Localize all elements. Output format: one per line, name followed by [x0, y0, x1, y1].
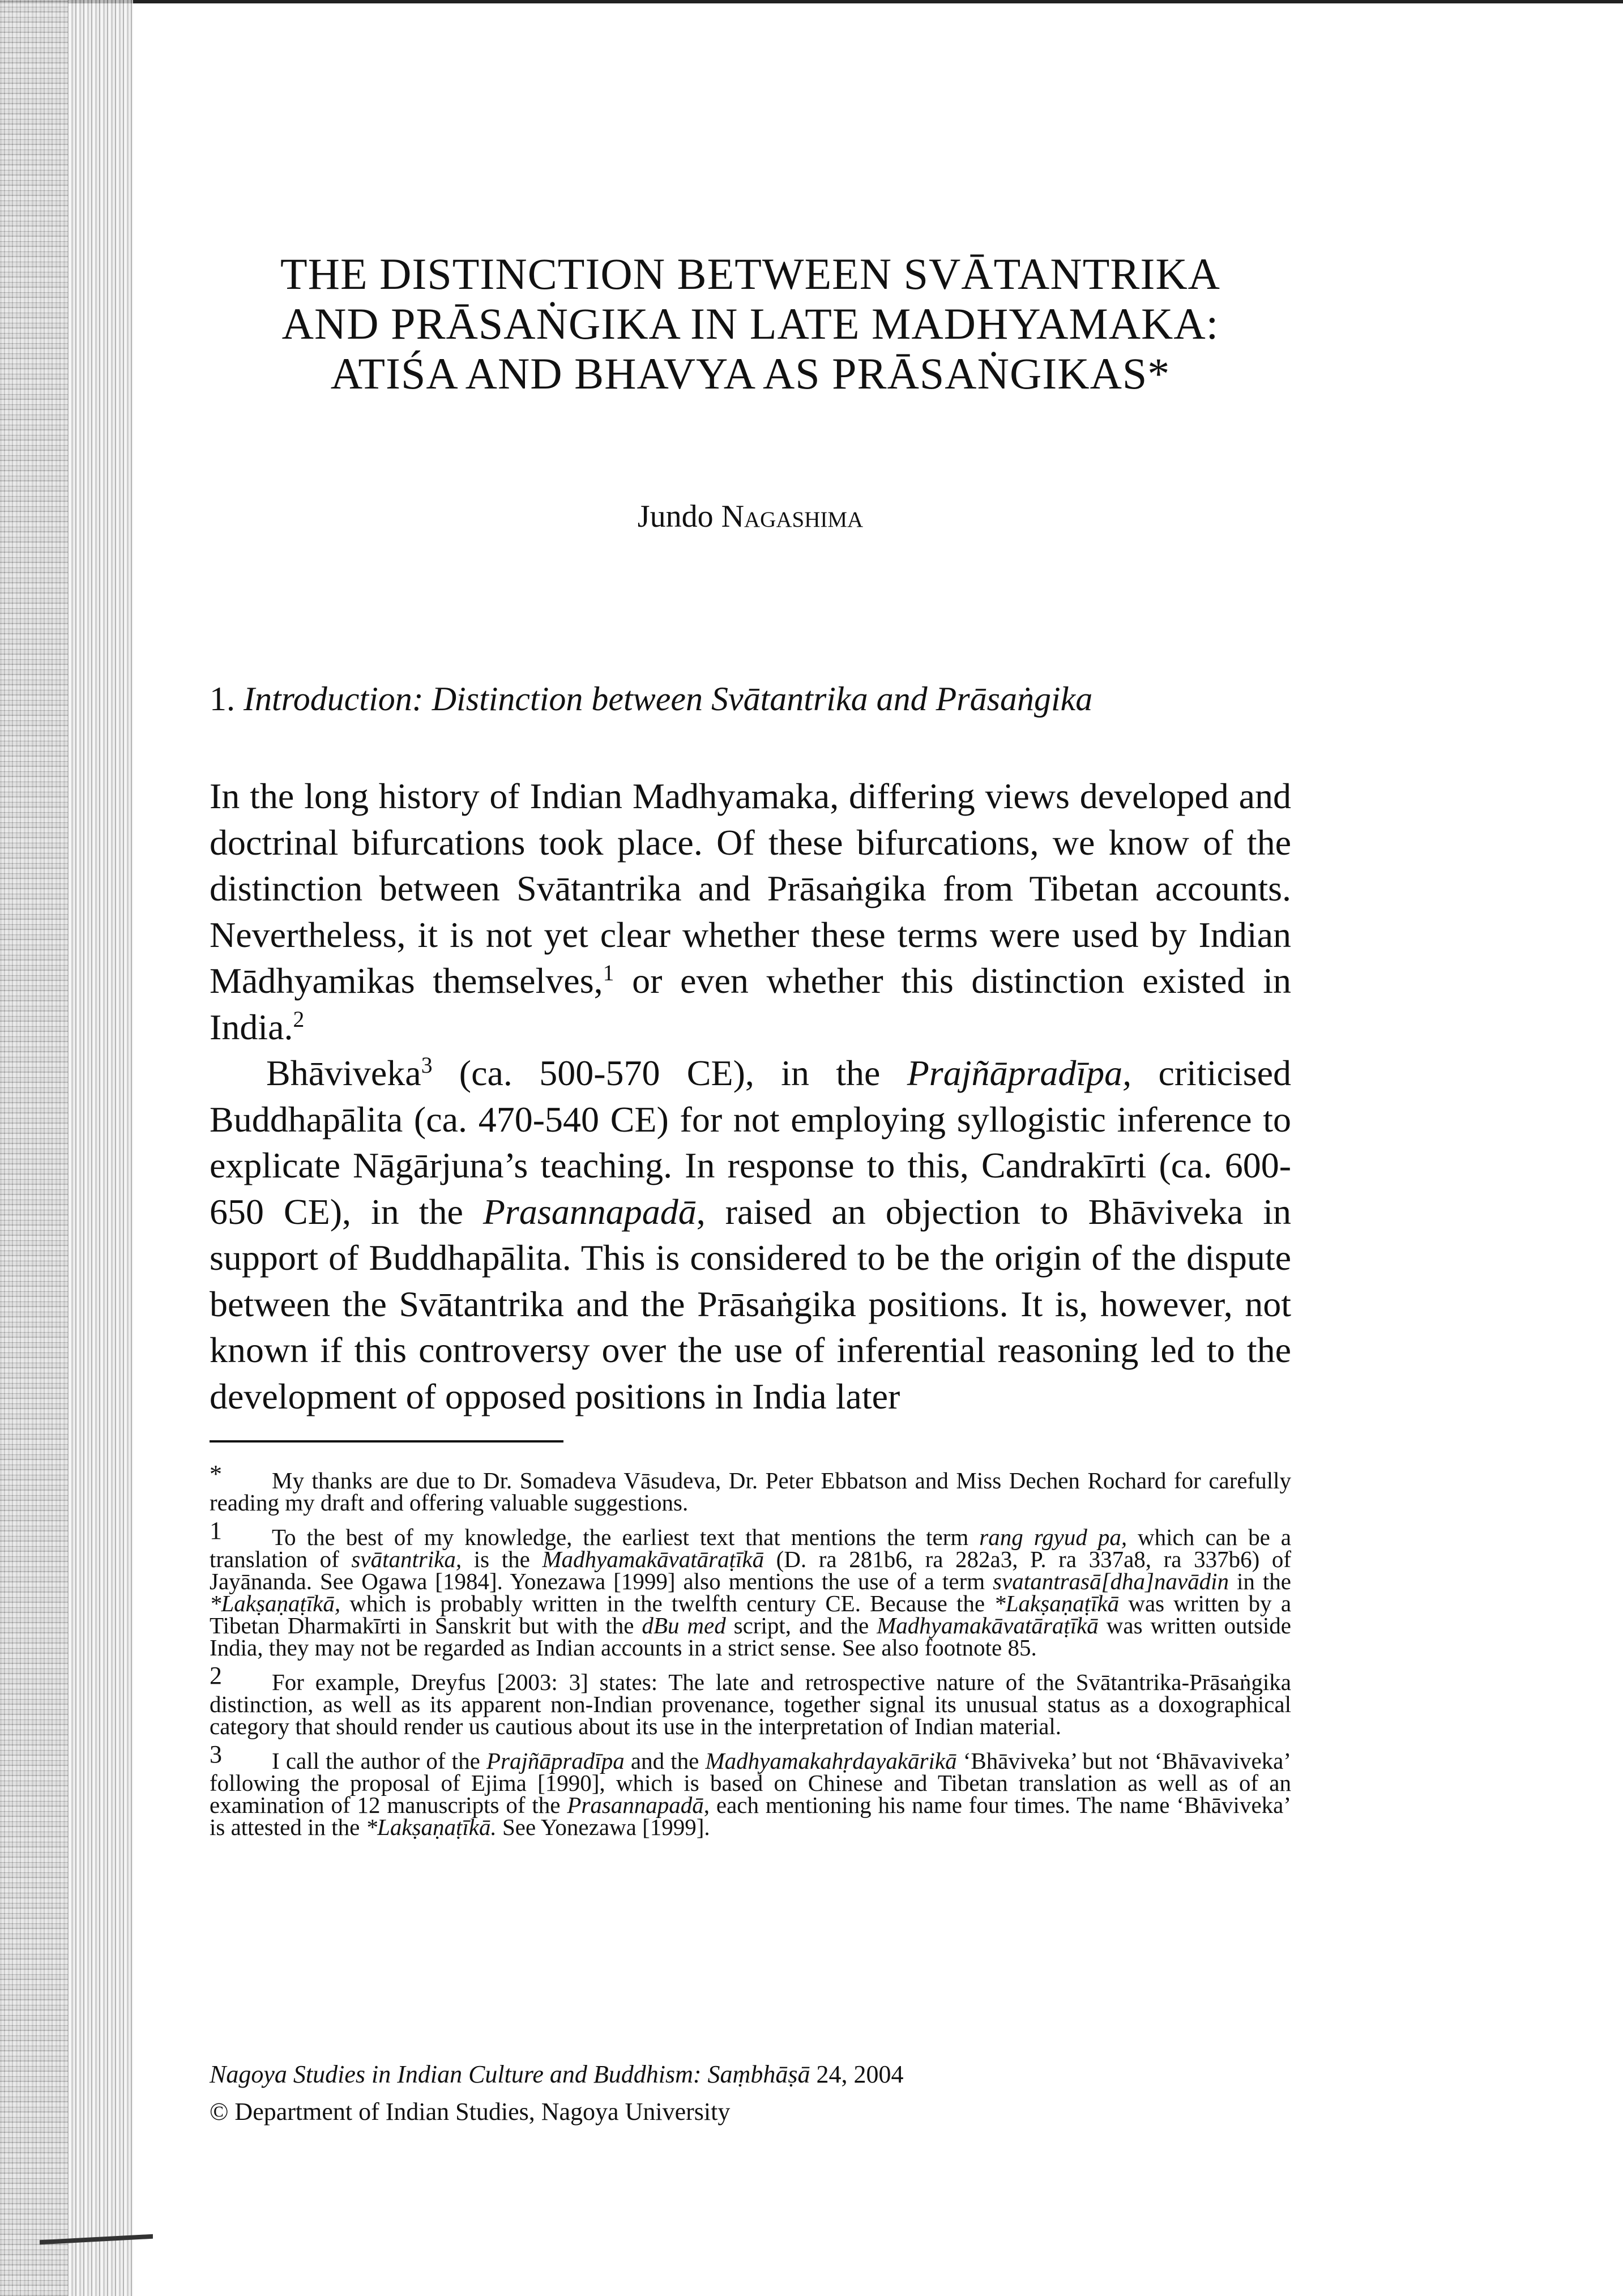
- text-run: (D. ra 281b6, ra 282a3, P. ra 337a8, ra 337b6) of Jayānanda. See Ogawa [1984]. Yonezawa [1999] also mentions the use of a term: [210, 1546, 1291, 1594]
- footnote-marker: 1: [210, 1517, 222, 1544]
- text-run: was written outside India, they may not be regarded as Indian accounts in a strict sense. See also footnote 85.: [210, 1612, 1291, 1661]
- footnote-reference: 2: [293, 1006, 305, 1032]
- footnote-text: [210, 1750, 1291, 1838]
- text-run: , each mentioning his name four times. The name ‘Bhāviveka’ is attested in the: [210, 1792, 1291, 1840]
- footnote: [210, 1460, 1291, 1516]
- italic-text: Prajñāpradīpa: [486, 1748, 625, 1774]
- footnote-text: [210, 1467, 1291, 1516]
- footnote-marker: 2: [210, 1662, 222, 1689]
- scan-top-border: [0, 0, 1623, 3]
- title-line: ATIŚA AND BHAVYA AS PRĀSAṄGIKAS*: [330, 349, 1171, 398]
- title-line: THE DISTINCTION BETWEEN SVĀTANTRIKA: [280, 249, 1220, 298]
- italic-text: *Lakṣaṇaṭīkā.: [365, 1814, 497, 1840]
- section-title: Introduction: Distinction between Svātantrika and Prāsaṅgika: [244, 680, 1093, 718]
- paper-title: [187, 249, 1314, 399]
- page-footer: [210, 2056, 903, 2131]
- italic-text: svātantrika,: [351, 1546, 462, 1572]
- italic-text: rang rgyud pa,: [979, 1524, 1127, 1550]
- text-run: was written by a Tibetan Dharmakīrti in Sanskrit but with the: [210, 1590, 1292, 1638]
- text-run: script, and the: [725, 1612, 877, 1638]
- italic-text: Madhyamakāvatāraṭīkā: [542, 1546, 764, 1572]
- italic-text: dBu med: [642, 1612, 726, 1638]
- paragraph: [210, 773, 1291, 1050]
- italic-text: Prasannapadā: [567, 1792, 704, 1818]
- footnote-text: [210, 1526, 1291, 1659]
- text-run: ‘Bhāviveka’ but not ‘Bhāvaviveka’ following the proposal of Ejima [1990], which is based on Chinese and Tibetan translation as well as of an examination of 12 manuscripts of the: [210, 1748, 1291, 1818]
- journal-issue: 24, 2004: [810, 2060, 904, 2088]
- footnote: [210, 1662, 1291, 1739]
- text-run: is the: [462, 1546, 543, 1572]
- text-run: Bhāviveka: [266, 1053, 421, 1093]
- text-run: and the: [624, 1748, 706, 1774]
- text-run: In the long history of Indian Madhyamaka, differing views developed and doctrinal bifurcations took place. Of these bifurcations, we know of the distinction between Svātantrika and Prāsaṅgika from Tibetan accounts. Nevertheless, it is not yet clear whether these terms were used by Indian Mādhyamikas themselves,: [210, 776, 1291, 1001]
- footnote-rule: [210, 1440, 563, 1443]
- section-number: 1.: [210, 680, 244, 718]
- footnote-marker: 3: [210, 1740, 222, 1768]
- footnote: [210, 1517, 1292, 1661]
- body-text: [210, 773, 1291, 1419]
- footnote-text: [210, 1671, 1291, 1738]
- text-run: or even whether this distinction existed in India.: [210, 961, 1292, 1047]
- text-run: which can be a translation of: [210, 1524, 1291, 1572]
- text-run: My thanks are due to Dr. Somadeva Vāsudeva, Dr. Peter Ebbatson and Miss Dechen Rochard for carefully reading my draft and offering valuable suggestions.: [210, 1467, 1291, 1516]
- text-run: which is probably written in the twelfth century CE. Because the: [340, 1590, 994, 1616]
- text-run: (ca. 500-570 CE), in the: [432, 1053, 907, 1093]
- text-run: See Yonezawa [1999].: [496, 1814, 710, 1840]
- footnote-reference: 3: [421, 1053, 433, 1078]
- author: [187, 498, 1314, 535]
- footnote-marker: *: [210, 1460, 222, 1488]
- italic-text: svatantrasā[dha]navādin: [993, 1568, 1229, 1594]
- scan-binding-noise: [0, 0, 68, 2296]
- italic-text: Prajñāpradīpa,: [907, 1053, 1132, 1093]
- italic-text: *Lakṣaṇaṭīkā: [994, 1590, 1120, 1616]
- italic-text: Madhyamakahṛdayakārikā: [705, 1748, 957, 1774]
- author-first-name: Jundo: [637, 499, 721, 534]
- copyright: © Department of Indian Studies, Nagoya University: [210, 2098, 731, 2126]
- footnote: [210, 1740, 1291, 1840]
- text-run: I call the author of the: [272, 1748, 486, 1774]
- text-run: criticised Buddhapālita (ca. 470-540 CE) for not employing syllogistic inference to explicate Nāgārjuna’s teaching. In response to this, Candrakīrti (ca. 600-650 CE), in the: [210, 1053, 1292, 1232]
- italic-text: *Lakṣaṇaṭīkā,: [210, 1590, 341, 1616]
- italic-text: Prasannapadā: [482, 1191, 697, 1232]
- italic-text: Madhyamakāvatāraṭīkā: [877, 1612, 1099, 1638]
- journal-name: Nagoya Studies in Indian Culture and Buddhism: Saṃbhāṣā: [210, 2060, 810, 2088]
- text-run: To the best of my knowledge, the earliest text that mentions the term: [272, 1524, 980, 1550]
- text-run: , raised an objection to Bhāviveka in support of Buddhapālita. This is considered to be the origin of the dispute between the Svātantrika and the Prāsaṅgika positions. It is, however, not known if this controversy over the use of inferential reasoning led to the development of opposed positions in India later: [210, 1191, 1292, 1416]
- section-heading: [210, 680, 1092, 719]
- title-line: AND PRĀSAṄGIKA IN LATE MADHYAMAKA:: [281, 299, 1219, 348]
- text-run: in the: [1229, 1568, 1291, 1594]
- footnotes: [210, 1460, 1292, 1851]
- author-last-name: Nagashima: [721, 499, 864, 534]
- text-run: For example, Dreyfus [2003: 3] states: The late and retrospective nature of the Svātantrika-Prāsaṅgika distinction, as well as its apparent non-Indian provenance, together signal its unusual status as a doxographical category that should render us cautious about its use in the interpretation of Indian material.: [210, 1669, 1291, 1739]
- paragraph: [210, 1050, 1291, 1419]
- footnote-reference: 1: [603, 961, 614, 986]
